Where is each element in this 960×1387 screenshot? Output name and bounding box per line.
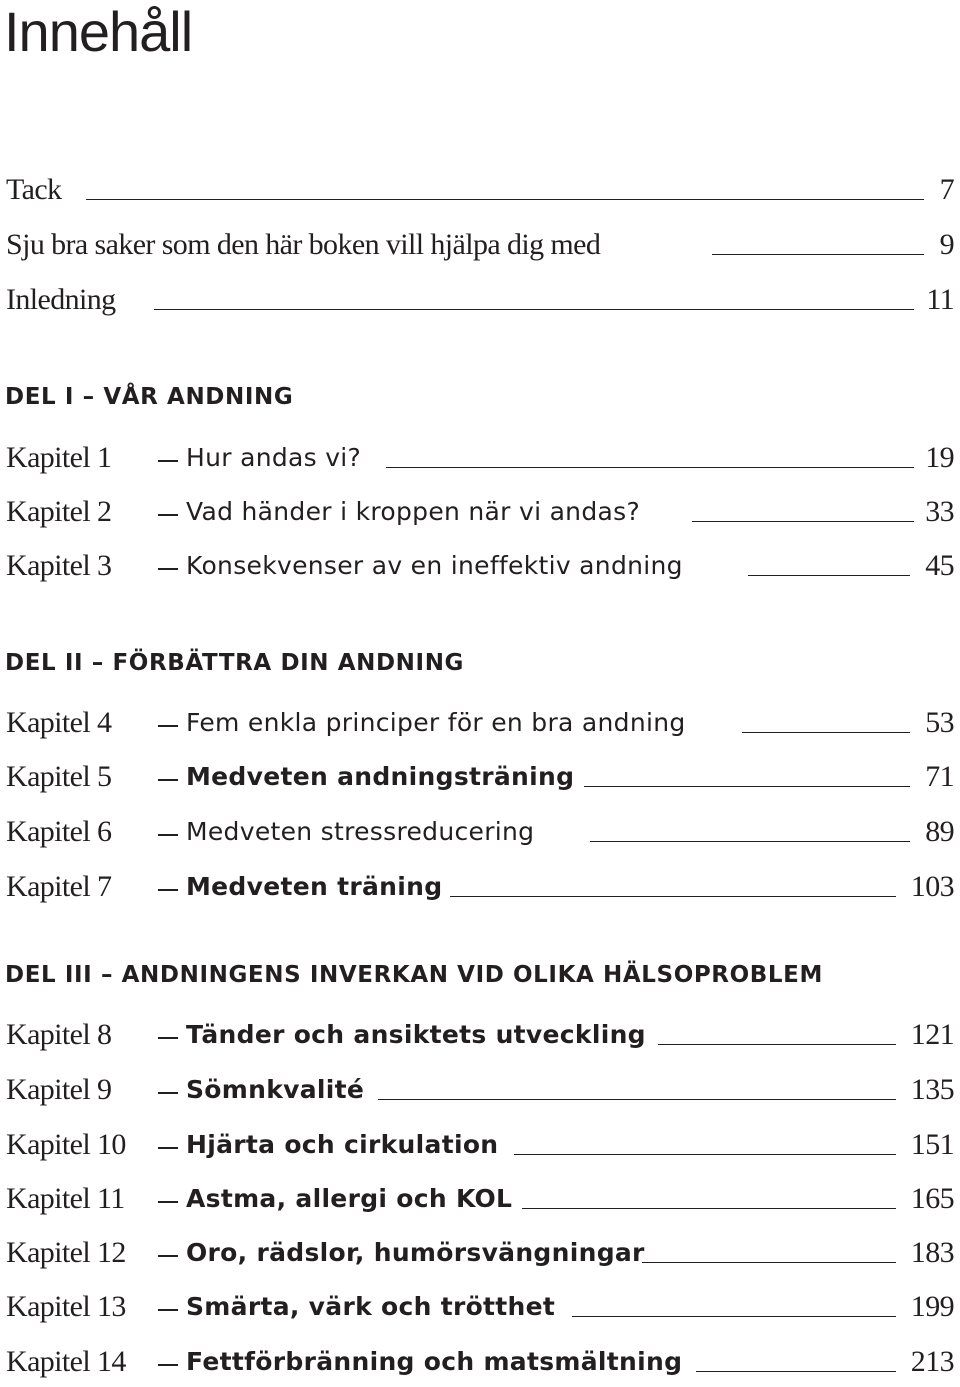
dash bbox=[158, 1364, 178, 1366]
section-heading-del-3: DEL III – ANDNINGENS INVERKAN VID OLIKA HÄLSOPROBLEM bbox=[5, 962, 823, 988]
leader-line bbox=[378, 1099, 896, 1100]
chapter-label: Kapitel 1 bbox=[6, 441, 112, 474]
leader-line bbox=[712, 254, 924, 255]
toc-entry-kapitel-8[interactable] bbox=[6, 1015, 954, 1055]
chapter-page: 103 bbox=[910, 870, 954, 903]
dash bbox=[158, 568, 178, 570]
entry-page: 11 bbox=[926, 283, 954, 316]
chapter-page: 183 bbox=[910, 1236, 954, 1269]
dash bbox=[158, 779, 178, 781]
chapter-title: Medveten träning bbox=[186, 872, 443, 901]
chapter-label: Kapitel 8 bbox=[6, 1018, 112, 1051]
chapter-page: 135 bbox=[910, 1073, 954, 1106]
chapter-label: Kapitel 13 bbox=[6, 1290, 126, 1323]
toc-entry-kapitel-5[interactable] bbox=[6, 757, 954, 797]
toc-entry-tack[interactable] bbox=[6, 170, 954, 210]
chapter-label: Kapitel 3 bbox=[6, 549, 112, 582]
chapter-title: Hjärta och cirkulation bbox=[186, 1130, 499, 1159]
toc-entry-kapitel-10[interactable] bbox=[6, 1125, 954, 1165]
dash bbox=[158, 1255, 178, 1257]
toc-entry-kapitel-9[interactable] bbox=[6, 1070, 954, 1110]
toc-entry-kapitel-1[interactable] bbox=[6, 438, 954, 478]
chapter-page: 53 bbox=[925, 706, 954, 739]
chapter-title: Medveten andningsträning bbox=[186, 762, 575, 791]
entry-title: Sju bra saker som den här boken vill hjälpa dig med bbox=[6, 228, 601, 261]
leader-line bbox=[642, 1262, 896, 1263]
chapter-label: Kapitel 4 bbox=[6, 706, 112, 739]
chapter-title: Konsekvenser av en ineffektiv andning bbox=[186, 551, 683, 580]
leader-line bbox=[590, 841, 910, 842]
chapter-page: 71 bbox=[925, 760, 954, 793]
entry-title: Inledning bbox=[6, 283, 116, 316]
chapter-title: Hur andas vi? bbox=[186, 443, 362, 472]
chapter-label: Kapitel 12 bbox=[6, 1236, 126, 1269]
dash bbox=[158, 1092, 178, 1094]
dash bbox=[158, 889, 178, 891]
toc-entry-kapitel-2[interactable] bbox=[6, 492, 954, 532]
entry-page: 7 bbox=[939, 173, 954, 206]
chapter-title: Medveten stressreducering bbox=[186, 817, 535, 846]
chapter-page: 121 bbox=[910, 1018, 954, 1051]
chapter-title: Tänder och ansiktets utveckling bbox=[186, 1020, 646, 1049]
chapter-page: 45 bbox=[925, 549, 954, 582]
chapter-label: Kapitel 6 bbox=[6, 815, 112, 848]
leader-line bbox=[742, 732, 910, 733]
toc-entry-sju-bra-saker[interactable] bbox=[6, 225, 954, 265]
chapter-page: 151 bbox=[910, 1128, 954, 1161]
dash bbox=[158, 1147, 178, 1149]
section-heading-del-1: DEL I – VÅR ANDNING bbox=[5, 384, 294, 410]
chapter-label: Kapitel 9 bbox=[6, 1073, 112, 1106]
chapter-label: Kapitel 5 bbox=[6, 760, 112, 793]
leader-line bbox=[386, 467, 914, 468]
toc-entry-kapitel-13[interactable] bbox=[6, 1287, 954, 1327]
chapter-page: 89 bbox=[925, 815, 954, 848]
leader-line bbox=[696, 1371, 896, 1372]
chapter-title: Sömnkvalité bbox=[186, 1075, 365, 1104]
page-title: Innehåll bbox=[4, 0, 193, 63]
leader-line bbox=[584, 786, 910, 787]
toc-entry-kapitel-12[interactable] bbox=[6, 1233, 954, 1273]
toc-entry-kapitel-11[interactable] bbox=[6, 1179, 954, 1219]
dash bbox=[158, 1037, 178, 1039]
dash bbox=[158, 834, 178, 836]
toc-entry-kapitel-6[interactable] bbox=[6, 812, 954, 852]
chapter-title: Fettförbränning och matsmältning bbox=[186, 1347, 683, 1376]
leader-line bbox=[86, 199, 924, 200]
chapter-label: Kapitel 11 bbox=[6, 1182, 125, 1215]
entry-title: Tack bbox=[6, 173, 62, 206]
chapter-title: Oro, rädslor, humörsvängningar bbox=[186, 1238, 645, 1267]
chapter-title: Fem enkla principer för en bra andning bbox=[186, 708, 686, 737]
leader-line bbox=[154, 309, 914, 310]
chapter-title: Astma, allergi och KOL bbox=[186, 1184, 513, 1213]
toc-entry-kapitel-3[interactable] bbox=[6, 546, 954, 586]
chapter-page: 199 bbox=[910, 1290, 954, 1323]
leader-line bbox=[658, 1044, 896, 1045]
dash bbox=[158, 1309, 178, 1311]
chapter-label: Kapitel 7 bbox=[6, 870, 112, 903]
dash bbox=[158, 725, 178, 727]
chapter-page: 33 bbox=[925, 495, 954, 528]
entry-page: 9 bbox=[939, 228, 954, 261]
leader-line bbox=[514, 1154, 896, 1155]
toc-entry-kapitel-7[interactable] bbox=[6, 867, 954, 907]
toc-entry-inledning[interactable] bbox=[6, 280, 954, 320]
section-heading-del-2: DEL II – FÖRBÄTTRA DIN ANDNING bbox=[5, 650, 465, 676]
chapter-page: 165 bbox=[910, 1182, 954, 1215]
chapter-label: Kapitel 14 bbox=[6, 1345, 126, 1378]
leader-line bbox=[450, 896, 896, 897]
toc-entry-kapitel-4[interactable] bbox=[6, 703, 954, 743]
toc-entry-kapitel-14[interactable] bbox=[6, 1342, 954, 1382]
chapter-page: 213 bbox=[910, 1345, 954, 1378]
dash bbox=[158, 514, 178, 516]
chapter-page: 19 bbox=[925, 441, 954, 474]
leader-line bbox=[748, 575, 910, 576]
leader-line bbox=[692, 521, 914, 522]
chapter-title: Vad händer i kroppen när vi andas? bbox=[186, 497, 641, 526]
chapter-title: Smärta, värk och trötthet bbox=[186, 1292, 556, 1321]
leader-line bbox=[522, 1208, 896, 1209]
leader-line bbox=[572, 1316, 896, 1317]
dash bbox=[158, 1201, 178, 1203]
chapter-label: Kapitel 10 bbox=[6, 1128, 126, 1161]
chapter-label: Kapitel 2 bbox=[6, 495, 112, 528]
dash bbox=[158, 460, 178, 462]
